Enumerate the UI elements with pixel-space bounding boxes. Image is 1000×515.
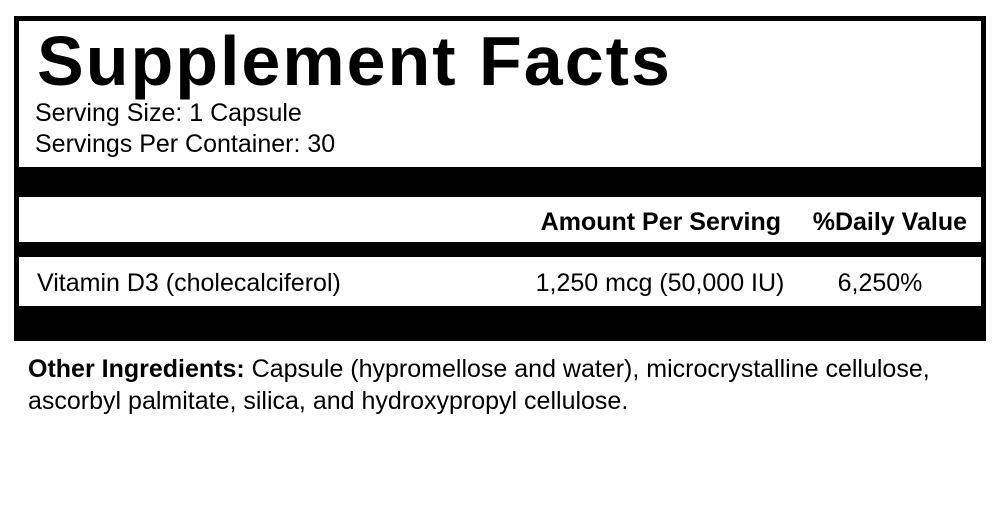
nutrient-name: Vitamin D3 (cholecalciferol)	[37, 268, 341, 297]
other-ingredients-label: Other Ingredients:	[28, 354, 245, 383]
column-header-amount: Amount Per Serving	[540, 207, 781, 236]
divider-thick-bottom	[19, 306, 981, 336]
nutrient-amount: 1,250 mcg (50,000 IU)	[535, 268, 785, 297]
divider-thick-top	[19, 167, 981, 197]
column-headers-row	[33, 203, 967, 242]
other-ingredients	[14, 341, 988, 417]
servings-per-container-line: Servings Per Container: 30	[35, 130, 336, 159]
serving-size-line: Serving Size: 1 Capsule	[35, 98, 302, 127]
supplement-facts-label	[14, 16, 986, 417]
supplement-facts-panel	[14, 16, 986, 341]
panel-inner	[19, 21, 981, 161]
headers-wrap	[19, 197, 981, 242]
divider-medium	[19, 242, 981, 257]
page-title: Supplement Facts	[37, 22, 672, 100]
nutrient-daily-value: 6,250%	[837, 268, 923, 297]
table-row	[33, 263, 967, 306]
other-ingredients-text: Capsule (hypromellose and water), microcrystalline cellulose, ascorbyl palmitate, silica, and hydroxypropyl cellulose.	[28, 354, 930, 415]
nutrients-wrap	[19, 257, 981, 306]
column-header-daily-value: %Daily Value	[812, 207, 967, 236]
